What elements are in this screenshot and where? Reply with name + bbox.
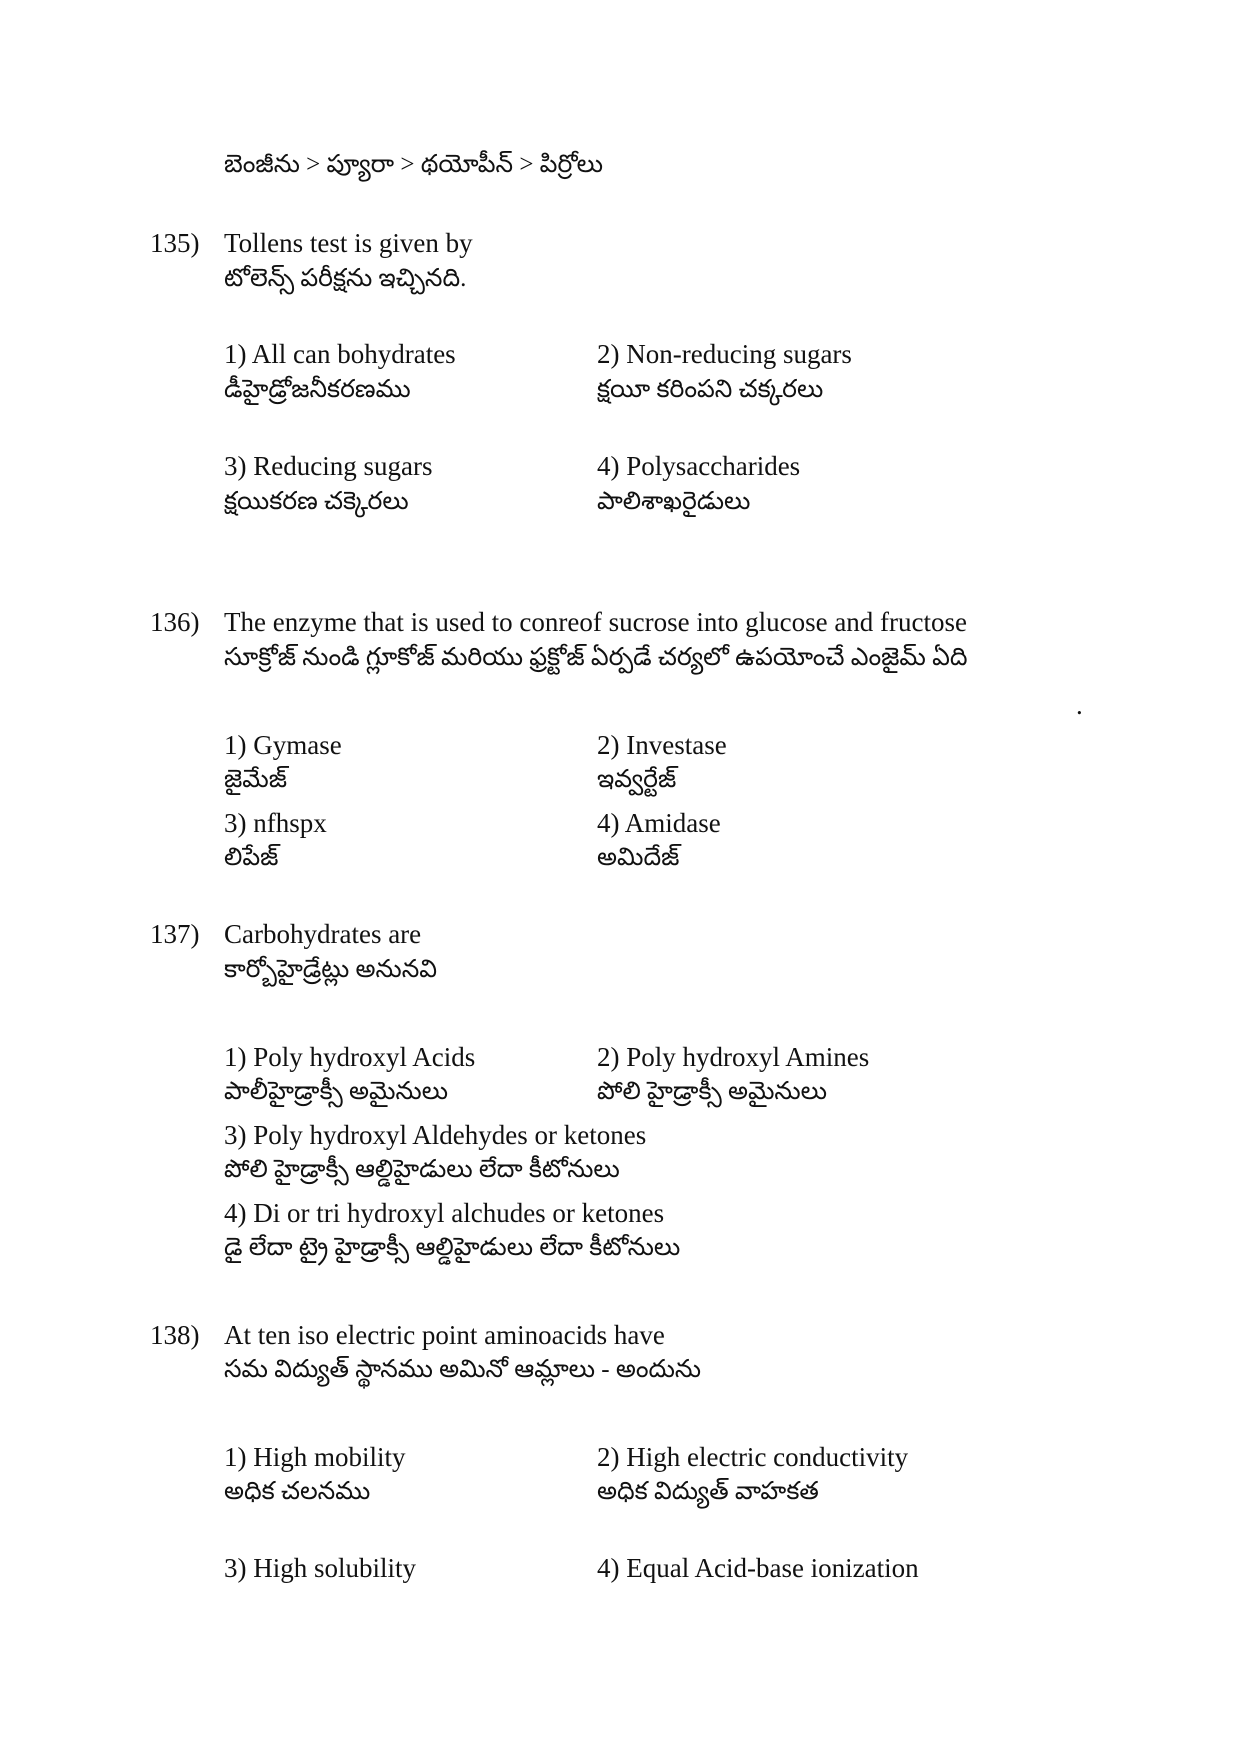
option-4-en: 4) Equal Acid-base ionization <box>597 1553 919 1583</box>
option-4-te: అమిదేజ్ <box>597 844 680 871</box>
option-1-te: జైమేజ్ <box>224 766 288 793</box>
option-4-en: 4) Di or tri hydroxyl alchudes or ketones <box>224 1198 665 1228</box>
option-3-en: 3) nfhspx <box>224 808 327 838</box>
option-2-te: అధిక విద్యుత్ వాహకత <box>597 1478 819 1505</box>
question-text-te: కార్బోహైడ్రేట్లు అనునవి <box>224 956 438 983</box>
option-3-te: లిపేజ్ <box>224 844 279 871</box>
option-1-en: 1) All can bohydrates <box>224 339 456 369</box>
option-4-te: పాలిశాఖరైడులు <box>597 488 751 515</box>
option-2-te: క్షయీ కరింపని చక్కరలు <box>597 376 824 403</box>
carryover-answer-line: బెంజీను > ప్యూరా > థయోపీన్ > పిర్రోలు <box>224 151 604 178</box>
question-number: 138) <box>150 1320 200 1350</box>
option-2-en: 2) Poly hydroxyl Amines <box>597 1042 870 1072</box>
question-text-en: At ten iso electric point aminoacids have <box>224 1320 665 1350</box>
option-2-en: 2) Investase <box>597 730 727 760</box>
question-text-en: Tollens test is given by <box>224 228 473 258</box>
option-1-en: 1) Gymase <box>224 730 342 760</box>
option-2-te: పోలి హైడ్రాక్సీ అమైనులు <box>597 1078 828 1105</box>
option-1-te: అధిక చలనము <box>224 1478 371 1505</box>
option-3-te: క్షయికరణ చక్కెరలు <box>224 488 409 515</box>
question-number: 135) <box>150 228 200 258</box>
option-1-te: పాలీహైడ్రాక్సీ అమైనులు <box>224 1078 449 1105</box>
option-4-te: డై లేదా ట్రై హైడ్రాక్సీ ఆల్డిహైడులు లేదా కీటోనులు <box>224 1234 681 1261</box>
question-text-en: The enzyme that is used to conreof sucrose into glucose and fructose <box>224 607 968 637</box>
option-2-en: 2) Non-reducing sugars <box>597 339 852 369</box>
option-4-en: 4) Amidase <box>597 808 721 838</box>
option-1-en: 1) Poly hydroxyl Acids <box>224 1042 476 1072</box>
question-number: 137) <box>150 919 200 949</box>
option-2-te: ఇవ్వర్టేజ్ <box>597 766 677 793</box>
question-number: 136) <box>150 607 200 637</box>
option-1-en: 1) High mobility <box>224 1442 406 1472</box>
trailing-period: . <box>1076 690 1083 720</box>
question-text-te: సూక్రోజ్ నుండి గ్లూకోజ్ మరియు ఫ్రక్టోజ్ ఏర్పడే చర్యలో ఉపయోంచే ఎంజైమ్ ఏది <box>224 644 968 671</box>
option-3-te: పోలి హైడ్రాక్సీ ఆల్డిహైడులు లేదా కీటోనులు <box>224 1156 620 1183</box>
option-3-en: 3) High solubility <box>224 1553 417 1583</box>
question-text-te: టోలెన్స్ పరీక్షను ఇచ్చినది. <box>224 265 467 292</box>
option-4-en: 4) Polysaccharides <box>597 451 801 481</box>
option-2-en: 2) High electric conductivity <box>597 1442 909 1472</box>
question-text-en: Carbohydrates are <box>224 919 422 949</box>
option-1-te: డీహైడ్రోజనీకరణము <box>224 376 411 403</box>
option-3-en: 3) Reducing sugars <box>224 451 433 481</box>
question-text-te: సమ విద్యుత్ స్థానము అమినో ఆమ్లాలు - అందును <box>224 1356 702 1383</box>
option-3-en: 3) Poly hydroxyl Aldehydes or ketones <box>224 1120 647 1150</box>
